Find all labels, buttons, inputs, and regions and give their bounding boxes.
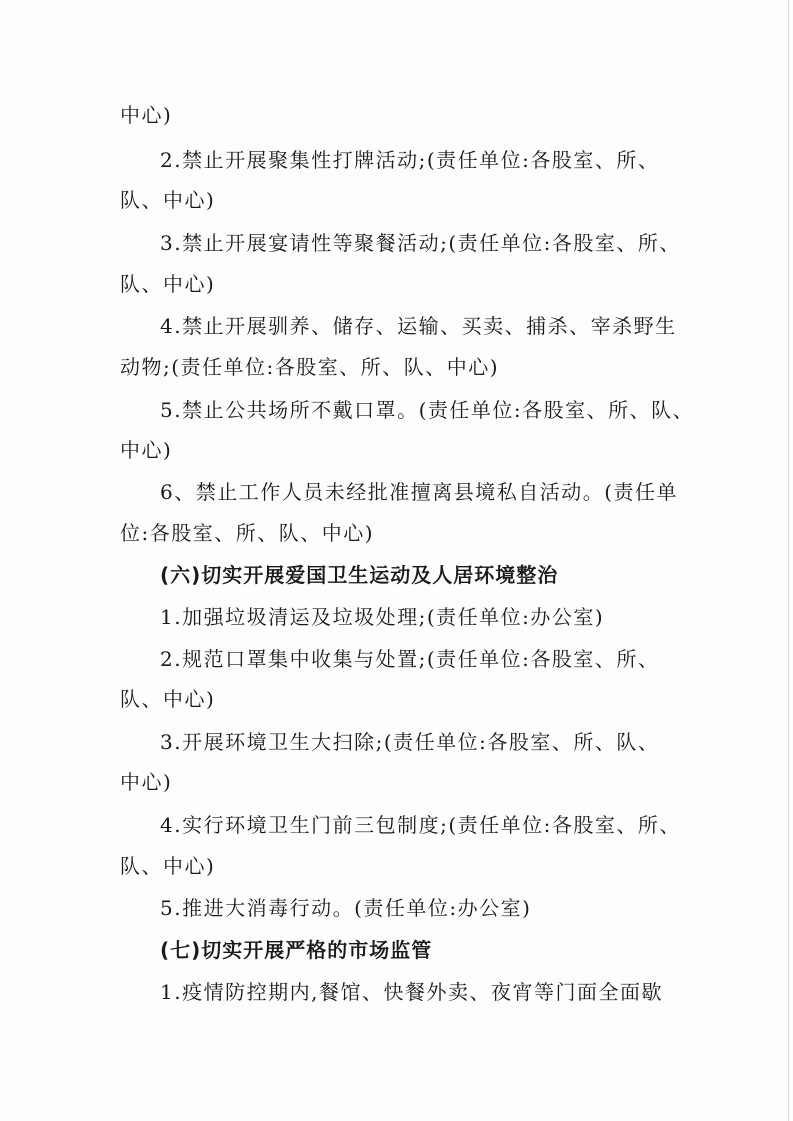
section-heading: (六)切实开展爱国卫生运动及人居环境整治	[160, 563, 559, 587]
text-line: 2.禁止开展聚集性打牌活动;(责任单位:各股室、所、	[160, 148, 660, 172]
text-line: 6、禁止工作人员未经批准擅离县境私自活动。(责任单	[160, 480, 679, 504]
section-heading: (七)切实开展严格的市场监管	[160, 938, 433, 962]
text-line: 1.疫情防控期内,餐馆、快餐外卖、夜宵等门面全面歇	[160, 980, 663, 1004]
text-line: 3.禁止开展宴请性等聚餐活动;(责任单位:各股室、所、	[160, 231, 681, 255]
scan-edge-line	[788, 0, 789, 1121]
text-line: 队、中心)	[120, 188, 216, 212]
text-line: 1.加强垃圾清运及垃圾处理;(责任单位:办公室)	[160, 605, 605, 629]
text-line: 2.规范口罩集中收集与处置;(责任单位:各股室、所、	[160, 647, 660, 671]
text-line: 动物;(责任单位:各股室、所、队、中心)	[120, 355, 500, 379]
text-line: 5.禁止公共场所不戴口罩。(责任单位:各股室、所、队、	[160, 398, 695, 422]
text-line: 3.开展环境卫生大扫除;(责任单位:各股室、所、队、	[160, 730, 660, 754]
text-line: 5.推进大消毒行动。(责任单位:办公室)	[160, 896, 532, 920]
text-line: 队、中心)	[120, 272, 216, 296]
text-line: 中心)	[120, 770, 173, 794]
text-line: 4.实行环境卫生门前三包制度;(责任单位:各股室、所、	[160, 813, 681, 837]
text-line: 队、中心)	[120, 854, 216, 878]
text-line: 位:各股室、所、队、中心)	[120, 521, 375, 545]
text-line: 队、中心)	[120, 687, 216, 711]
text-line: 4.禁止开展驯养、储存、运输、买卖、捕杀、宰杀野生	[160, 314, 677, 338]
text-line: 中心)	[120, 103, 173, 127]
text-line: 中心)	[120, 438, 173, 462]
